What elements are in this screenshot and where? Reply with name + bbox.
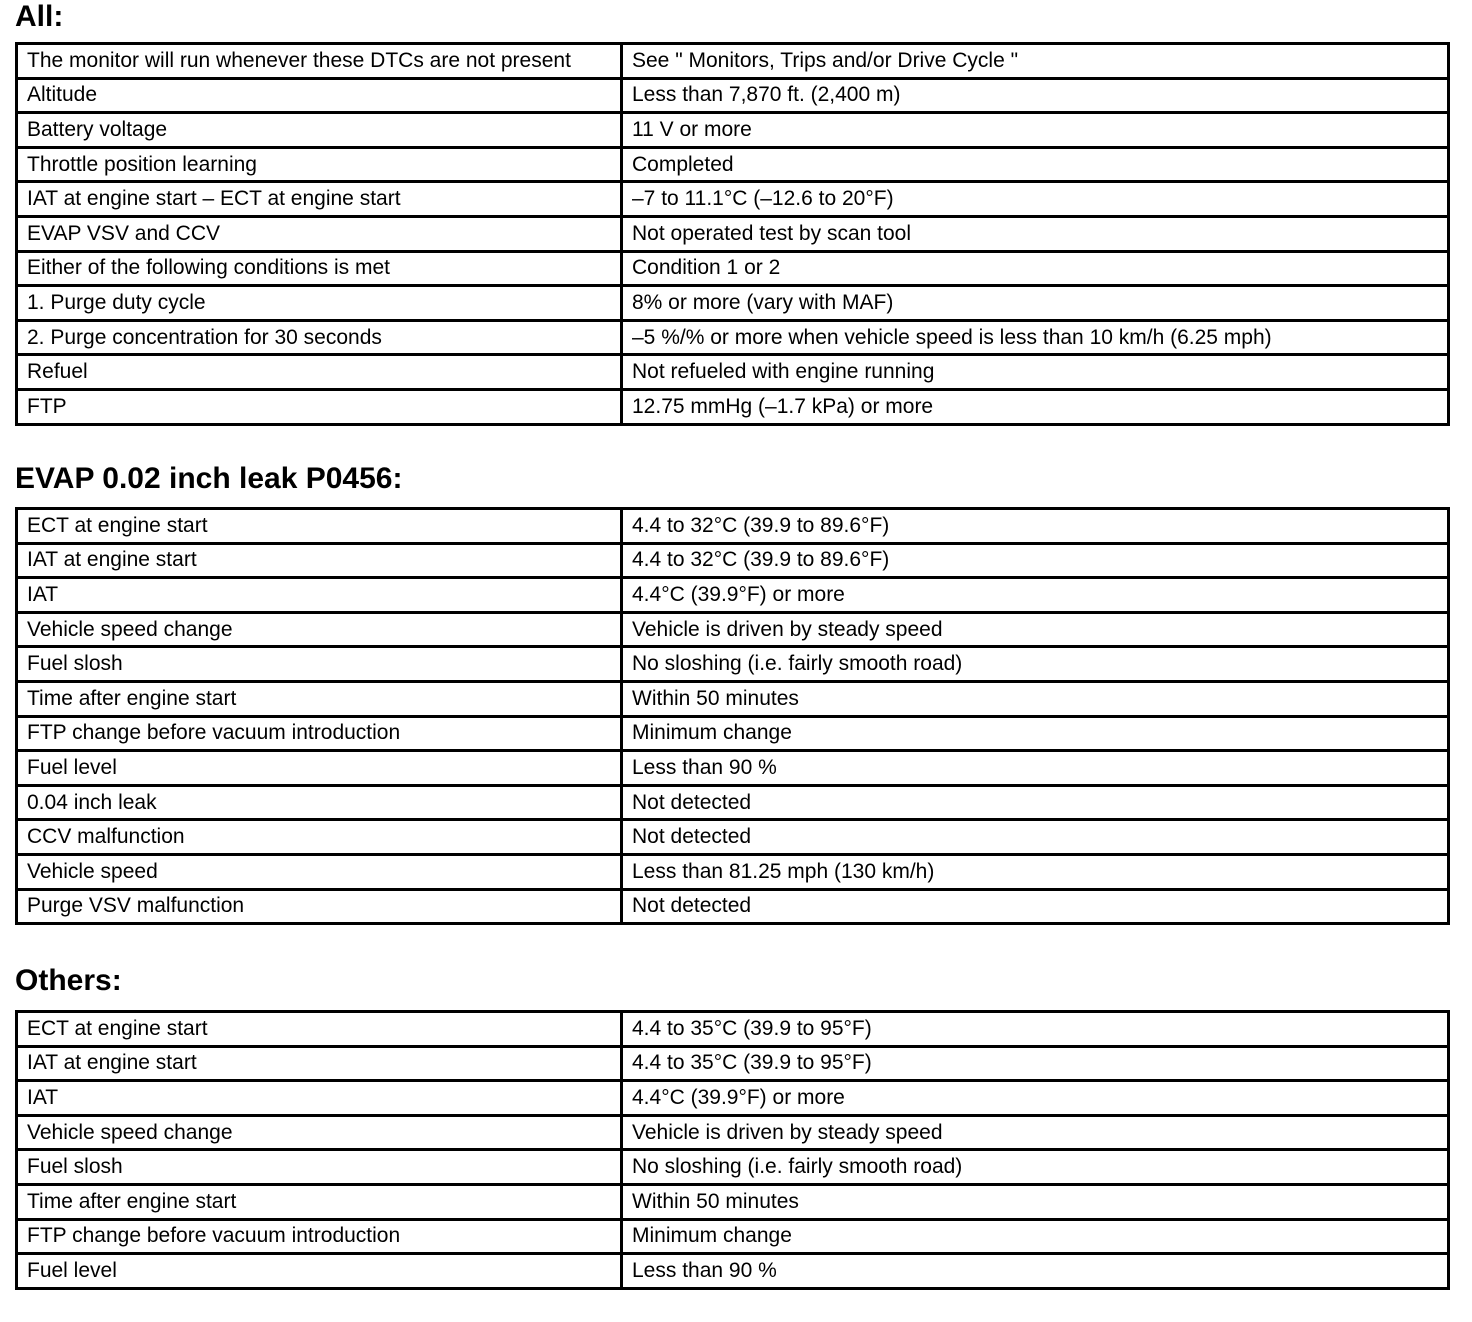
condition-label-cell: Vehicle speed change: [17, 1115, 622, 1150]
table-row: [17, 1081, 1449, 1116]
condition-value-cell: Not detected: [622, 820, 1449, 855]
condition-value-cell: Not operated test by scan tool: [622, 216, 1449, 251]
condition-label-cell: Fuel level: [17, 751, 622, 786]
table-row: [17, 216, 1449, 251]
table-row: [17, 389, 1449, 424]
condition-value-cell: Minimum change: [622, 1219, 1449, 1254]
condition-value-cell: 4.4°C (39.9°F) or more: [622, 1081, 1449, 1116]
condition-value-cell: Not detected: [622, 889, 1449, 924]
condition-value-cell: 8% or more (vary with MAF): [622, 286, 1449, 321]
condition-label-cell: Either of the following conditions is met: [17, 251, 622, 286]
condition-label-cell: Purge VSV malfunction: [17, 889, 622, 924]
table-row: [17, 182, 1449, 217]
condition-value-cell: Vehicle is driven by steady speed: [622, 612, 1449, 647]
table-row: [17, 647, 1449, 682]
condition-value-cell: 4.4 to 32°C (39.9 to 89.6°F): [622, 543, 1449, 578]
table-row: [17, 1219, 1449, 1254]
condition-label-cell: Battery voltage: [17, 113, 622, 148]
condition-value-cell: No sloshing (i.e. fairly smooth road): [622, 647, 1449, 682]
condition-label-cell: Fuel slosh: [17, 1150, 622, 1185]
conditions-table-others: [15, 1010, 1450, 1290]
condition-value-cell: Within 50 minutes: [622, 1184, 1449, 1219]
condition-label-cell: Fuel level: [17, 1254, 622, 1289]
table-row: [17, 509, 1449, 544]
condition-label-cell: Vehicle speed: [17, 854, 622, 889]
condition-value-cell: –5 %/% or more when vehicle speed is less than 10 km/h (6.25 mph): [622, 320, 1449, 355]
table-row: [17, 78, 1449, 113]
condition-label-cell: ECT at engine start: [17, 1012, 622, 1047]
table-row: [17, 578, 1449, 613]
table-row: [17, 286, 1449, 321]
table-row: [17, 355, 1449, 390]
condition-value-cell: Less than 90 %: [622, 1254, 1449, 1289]
section-title-evap-leak: EVAP 0.02 inch leak P0456:: [15, 462, 403, 495]
condition-label-cell: Time after engine start: [17, 1184, 622, 1219]
condition-value-cell: 4.4°C (39.9°F) or more: [622, 578, 1449, 613]
condition-value-cell: Minimum change: [622, 716, 1449, 751]
table-row: [17, 1046, 1449, 1081]
condition-label-cell: IAT at engine start: [17, 1046, 622, 1081]
condition-label-cell: The monitor will run whenever these DTCs are not present: [17, 44, 622, 79]
condition-value-cell: No sloshing (i.e. fairly smooth road): [622, 1150, 1449, 1185]
table-row: [17, 113, 1449, 148]
condition-value-cell: Less than 7,870 ft. (2,400 m): [622, 78, 1449, 113]
condition-value-cell: Less than 90 %: [622, 751, 1449, 786]
condition-value-cell: Not refueled with engine running: [622, 355, 1449, 390]
table-row: [17, 1012, 1449, 1047]
condition-label-cell: FTP change before vacuum introduction: [17, 716, 622, 751]
table-row: [17, 1254, 1449, 1289]
condition-label-cell: 1. Purge duty cycle: [17, 286, 622, 321]
condition-value-cell: Condition 1 or 2: [622, 251, 1449, 286]
condition-label-cell: FTP change before vacuum introduction: [17, 1219, 622, 1254]
table-row: [17, 854, 1449, 889]
condition-label-cell: IAT: [17, 1081, 622, 1116]
condition-label-cell: IAT at engine start: [17, 543, 622, 578]
condition-value-cell: 11 V or more: [622, 113, 1449, 148]
table-row: [17, 820, 1449, 855]
table-row: [17, 681, 1449, 716]
condition-value-cell: Within 50 minutes: [622, 681, 1449, 716]
condition-value-cell: 4.4 to 35°C (39.9 to 95°F): [622, 1046, 1449, 1081]
conditions-table-evap-leak: [15, 507, 1450, 925]
condition-label-cell: Altitude: [17, 78, 622, 113]
table-row: [17, 147, 1449, 182]
condition-label-cell: EVAP VSV and CCV: [17, 216, 622, 251]
condition-value-cell: Less than 81.25 mph (130 km/h): [622, 854, 1449, 889]
table-row: [17, 1150, 1449, 1185]
condition-value-cell: –7 to 11.1°C (–12.6 to 20°F): [622, 182, 1449, 217]
table-row: [17, 1115, 1449, 1150]
condition-value-cell: 12.75 mmHg (–1.7 kPa) or more: [622, 389, 1449, 424]
conditions-table-all: [15, 42, 1450, 426]
table-row: [17, 716, 1449, 751]
section-title-others: Others:: [15, 964, 122, 997]
condition-label-cell: IAT: [17, 578, 622, 613]
table-row: [17, 751, 1449, 786]
condition-label-cell: FTP: [17, 389, 622, 424]
table-row: [17, 889, 1449, 924]
section-title-all: All:: [15, 0, 64, 33]
condition-label-cell: Vehicle speed change: [17, 612, 622, 647]
table-row: [17, 785, 1449, 820]
condition-label-cell: Refuel: [17, 355, 622, 390]
condition-value-cell: 4.4 to 32°C (39.9 to 89.6°F): [622, 509, 1449, 544]
condition-value-cell: Completed: [622, 147, 1449, 182]
condition-value-cell: 4.4 to 35°C (39.9 to 95°F): [622, 1012, 1449, 1047]
table-row: [17, 1184, 1449, 1219]
table-row: [17, 320, 1449, 355]
table-row: [17, 543, 1449, 578]
table-row: [17, 44, 1449, 79]
condition-value-cell: Vehicle is driven by steady speed: [622, 1115, 1449, 1150]
table-row: [17, 612, 1449, 647]
table-row: [17, 251, 1449, 286]
condition-label-cell: Time after engine start: [17, 681, 622, 716]
condition-label-cell: 2. Purge concentration for 30 seconds: [17, 320, 622, 355]
condition-value-cell: See " Monitors, Trips and/or Drive Cycle ": [622, 44, 1449, 79]
condition-label-cell: Fuel slosh: [17, 647, 622, 682]
condition-label-cell: Throttle position learning: [17, 147, 622, 182]
condition-label-cell: IAT at engine start – ECT at engine start: [17, 182, 622, 217]
condition-label-cell: CCV malfunction: [17, 820, 622, 855]
condition-value-cell: Not detected: [622, 785, 1449, 820]
condition-label-cell: ECT at engine start: [17, 509, 622, 544]
condition-label-cell: 0.04 inch leak: [17, 785, 622, 820]
